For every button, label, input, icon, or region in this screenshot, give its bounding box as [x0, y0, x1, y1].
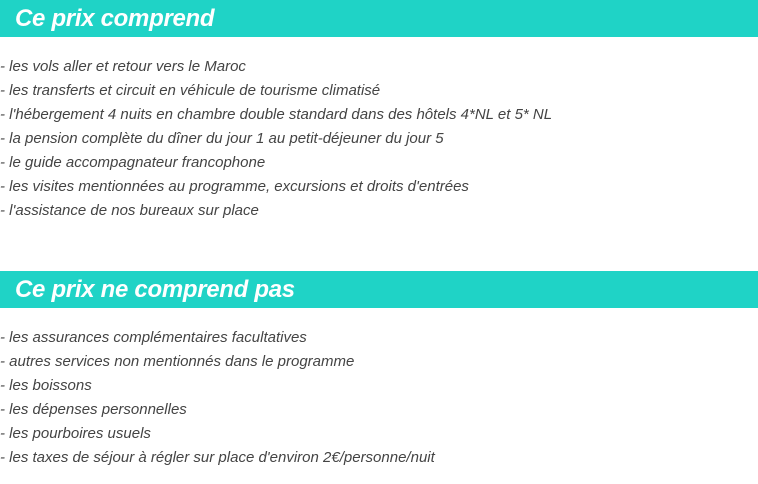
list-item: - les boissons: [0, 377, 92, 394]
list-item: - l'assistance de nos bureaux sur place: [0, 202, 259, 219]
list-item: - les pourboires usuels: [0, 425, 151, 442]
list-item: - les taxes de séjour à régler sur place d'environ 2€/personne/nuit: [0, 449, 435, 466]
list-item: - les visites mentionnées au programme, excursions et droits d'entrées: [0, 178, 469, 195]
price-includes-title: Ce prix comprend: [15, 4, 215, 32]
list-item: - les dépenses personnelles: [0, 401, 187, 418]
price-excludes-title: Ce prix ne comprend pas: [15, 275, 295, 303]
list-item: - les vols aller et retour vers le Maroc: [0, 58, 246, 75]
list-item: - les assurances complémentaires facultatives: [0, 329, 307, 346]
price-excludes-banner: [0, 271, 758, 308]
list-item: - la pension complète du dîner du jour 1 au petit-déjeuner du jour 5: [0, 130, 444, 147]
price-includes-section: [0, 0, 758, 223]
list-item: - le guide accompagnateur francophone: [0, 154, 266, 171]
price-includes-banner: [0, 0, 758, 37]
price-excludes-list: [0, 308, 758, 470]
list-item: - les transferts et circuit en véhicule de tourisme climatisé: [0, 82, 381, 99]
list-item: - l'hébergement 4 nuits en chambre double standard dans des hôtels 4*NL et 5* NL: [0, 106, 553, 123]
price-excludes-section: [0, 271, 758, 470]
list-item: - autres services non mentionnés dans le programme: [0, 353, 355, 370]
price-includes-list: [0, 37, 758, 223]
